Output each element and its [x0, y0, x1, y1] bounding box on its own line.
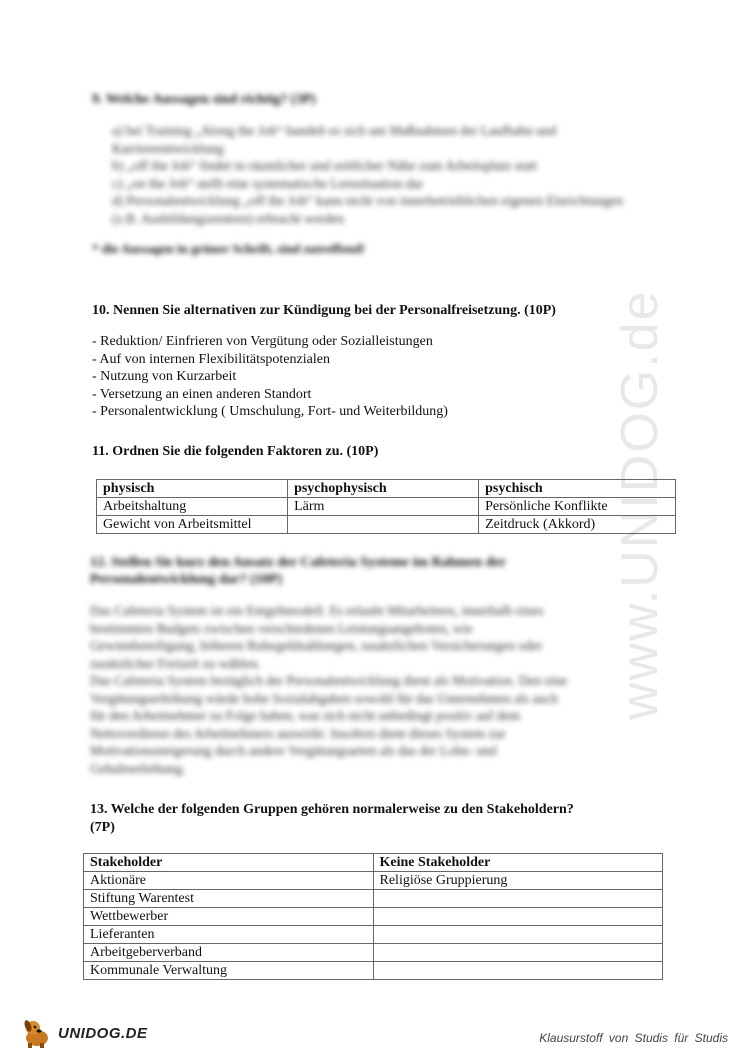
header-psychisch: psychisch — [479, 480, 676, 498]
table-cell: Aktionäre — [84, 872, 374, 890]
question-12 — [90, 554, 650, 777]
q9-option-d: d) Personalentwicklung „off the Job“ kann nicht von innerbetrieblichen eigenen Einrichtungen (z.B. Ausbildungszentren) erbracht werden — [112, 193, 624, 226]
q12-line: Gewinnbeteiligung, höheren Ruhegeldzahlungen, zusätzlichen Versicherungen oder — [90, 638, 543, 653]
q10-item: - Versetzung an einen anderen Standort — [92, 386, 312, 402]
watermark: www.UNIDOG.de — [611, 289, 669, 720]
table-row — [84, 890, 663, 908]
question-10-title: 10. Nennen Sie alternativen zur Kündigung bei der Personalfreisetzung. (10P) — [92, 303, 556, 318]
table-cell: Lieferanten — [84, 926, 374, 944]
q12-line: bestimmten Budgets zwischen verschiedenen Leistungsangeboten, wie — [90, 620, 473, 636]
question-9-title: 9. Welche Aussagen sind richtig? (3P) — [92, 92, 316, 107]
table-row — [84, 944, 663, 962]
table-row — [97, 516, 676, 534]
q10-item: - Reduktion/ Einfrieren von Vergütung oder Sozialleistungen — [92, 334, 433, 349]
q9-option-c: c) „on the Job“ stellt eine systematische Lernsituation dar — [112, 175, 424, 191]
header-stakeholder: Stakeholder — [84, 854, 374, 872]
question-13 — [90, 801, 730, 837]
table-cell: Wettbewerber — [84, 908, 374, 926]
question-10 — [92, 303, 712, 421]
question-13-title-line: 13. Welche der folgenden Gruppen gehören normalerweise zu den Stakeholdern? — [90, 802, 574, 817]
table-row — [84, 926, 663, 944]
table-cell — [373, 926, 663, 944]
q9-note: * die Aussagen in grüner Schrift, sind zutreffend! — [92, 241, 366, 256]
question-9 — [92, 92, 652, 257]
q12-line: zusätzlicher Freizeit zu wählen. — [90, 655, 261, 671]
q9-option-b: b) „off the Job“ findet in räumlicher und zeitlicher Nähe zum Arbeitsplatz statt — [112, 158, 537, 173]
table-row — [84, 962, 663, 980]
table-cell: Arbeitshaltung — [97, 498, 288, 516]
stakeholder-table — [83, 853, 663, 980]
q10-item: - Personalentwicklung ( Umschulung, Fort- und Weiterbildung) — [92, 404, 448, 419]
q12-line: Motivationssteigerung durch andere Vergütungsarten als das der Lohn- und — [90, 743, 497, 758]
table-cell — [373, 962, 663, 980]
dog-icon — [20, 1017, 54, 1049]
factors-table — [96, 479, 676, 534]
q12-line: Gehaltserhöhung. — [90, 760, 186, 776]
q12-line: Das Cafeteria System ist ein Entgeltmodell. Es erlaubt Mitarbeitern, innerhalb eines — [90, 603, 544, 618]
table-cell — [373, 890, 663, 908]
table-cell: Religiöse Gruppierung — [373, 872, 663, 890]
question-11-title: 11. Ordnen Sie die folgenden Faktoren zu. (10P) — [92, 444, 379, 459]
table-cell: Stiftung Warentest — [84, 890, 374, 908]
header-psychophysisch: psychophysisch — [288, 480, 479, 498]
table-row — [84, 908, 663, 926]
table-row — [97, 498, 676, 516]
table-cell: Persönliche Konflikte — [479, 498, 676, 516]
table-cell: Kommunale Verwaltung — [84, 962, 374, 980]
table-cell: Zeitdruck (Akkord) — [479, 516, 676, 534]
q10-item: - Auf von internen Flexibilitätspotenzialen — [92, 351, 330, 367]
q12-line: Das Cafeteria System bezüglich der Personalentwicklung dient als Motivation. Den eine — [90, 673, 568, 688]
table-cell — [288, 516, 479, 534]
question-13-title-line: (7P) — [90, 820, 115, 835]
header-physisch: physisch — [97, 480, 288, 498]
factors-table-header — [97, 480, 676, 498]
q12-line: Vergütungserhöhung würde hohe Sozialabgaben sowohl für das Unternehmen als auch — [90, 690, 559, 706]
unidog-logo[interactable] — [20, 1017, 148, 1049]
header-keine-stakeholder: Keine Stakeholder — [373, 854, 663, 872]
q10-item: - Nutzung von Kurzarbeit — [92, 369, 237, 384]
footer-tagline: Klausurstoff von Studis für Studis — [539, 1031, 728, 1045]
table-cell: Gewicht von Arbeitsmittel — [97, 516, 288, 534]
q12-line: für den Arbeitnehmer zu Folge haben, was sich nicht unbedingt positiv auf dem — [90, 708, 521, 723]
question-12-title-line: 12. Stellen Sie kurz den Ansatz der Cafeteria Systeme im Rahmen der — [90, 555, 506, 570]
table-cell: Arbeitgeberverband — [84, 944, 374, 962]
question-12-title-line: Personalentwicklung dar? (10P) — [90, 572, 283, 587]
table-cell: Lärm — [288, 498, 479, 516]
table-row — [84, 872, 663, 890]
q9-option-a: a) bei Training „Along the Job“ handelt es sich um Maßnahmen der Laufbahn und Karriereentwicklung — [112, 123, 557, 156]
table-cell — [373, 908, 663, 926]
q12-line: Nettoverdienst des Arbeitnehmers auswirkt. Insofern dient dieses System zur — [90, 725, 506, 741]
table-cell — [373, 944, 663, 962]
stakeholder-table-header — [84, 854, 663, 872]
logo-text: UNIDOG.DE — [58, 1024, 148, 1042]
